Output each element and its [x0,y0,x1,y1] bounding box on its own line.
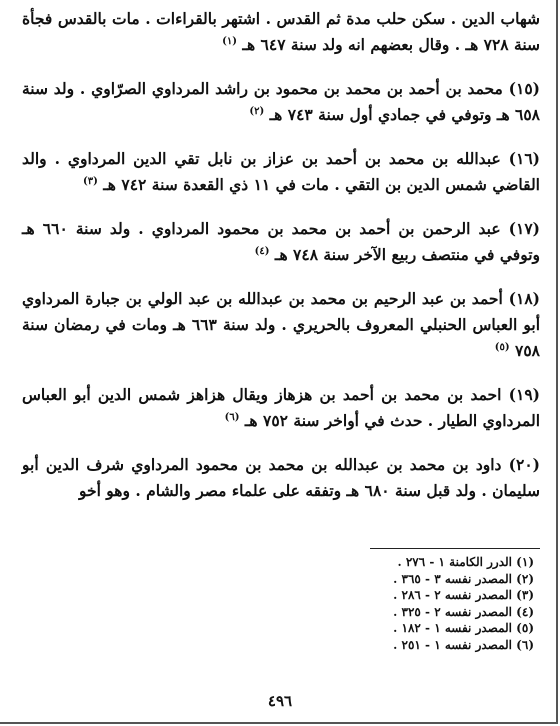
footnotes [334,554,534,653]
footnote-ref: (٥) [494,341,510,353]
paragraph-intro [22,6,540,58]
footnote-item: (٦) المصدر نفسه ١ - ٢٥١ . [393,637,534,652]
footnote-item: (٤) المصدر نفسه ٢ - ٣٢٥ . [393,604,534,619]
footnote-item: (٥) المصدر نفسه ١ - ١٨٢ . [393,621,534,635]
paragraph-16 [22,146,540,198]
footnote-item: (١) الدرر الكامنة ١ - ٢٧٦ . [397,555,534,569]
paragraph-intro-text: شهاب الدين . سكن حلب مدة ثم القدس . اشتهر بالقراءات . مات بالقدس فجأة سنة ٧٢٨ هـ . وقال بعضهم انه ولد سنة ٦٤٧ هـ [22,9,540,54]
footnote-ref: (٤) [254,245,270,257]
paragraph-19-text: (١٩) احمد بن محمد بن أحمد بن هزهاز ويقال هزاهز شمس الدين أبو العباس المرداوي الطيار . حدث في أواخر سنة ٧٥٢ هـ [22,385,540,430]
paragraph-18 [22,286,540,364]
paragraph-19 [22,382,540,434]
footnote-item: (٣) المصدر نفسه ٢ - ٢٨٦ . [393,588,534,602]
paragraph-17-text: (١٧) عبد الرحمن بن أحمد بن محمد بن محمود المرداوي . ولد سنة ٦٦٠ هـ وتوفي في منتصف ربيع الآخر سنة ٧٤٨ هـ [22,219,540,264]
paragraph-20-text: (٢٠) داود بن محمد بن عبدالله بن محمد بن محمود المرداوي شرف الدين أبو سليمان . ولد قبل سنة ٦٨٠ هـ وتفقه على علماء مصر والشام . وهو أخو [22,455,540,500]
paragraph-16-text: (١٦) عبدالله بن محمد بن أحمد بن عزاز بن نابل تقي الدين المرداوي . والد القاضي شمس الدين بن التقي . مات في ١١ ذي القعدة سنة ٧٤٢ هـ [22,149,540,194]
footnote-ref: (٦) [224,411,240,423]
footnote-divider [370,548,540,549]
footnote-ref: (١) [222,35,238,47]
paragraph-18-text: (١٨) أحمد بن عبد الرحيم بن محمد بن عبدالله بن عبد الولي بن جبارة المرداوي أبو العباس الحنبلي المعروف بالحريري . ولد سنة ٦٦٣ هـ ومات في رمضان سنة ٧٥٨ [22,289,541,360]
paragraph-17 [22,216,540,268]
main-text [22,6,540,504]
paragraph-20 [22,452,540,504]
paragraph-15 [22,76,540,128]
footnote-ref: (٢) [249,105,265,117]
page-number: ٤٩٦ [267,692,293,710]
paragraph-15-text: (١٥) محمد بن أحمد بن محمد بن محمود بن راشد المرداوي الصرّاوي . ولد سنة ٦٥٨ هـ وتوفي في جمادي أول سنة ٧٤٣ هـ [22,79,540,124]
footnote-item: (٢) المصدر نفسه ٣ - ٣٦٥ . [393,571,534,586]
footnote-ref: (٣) [83,175,98,187]
